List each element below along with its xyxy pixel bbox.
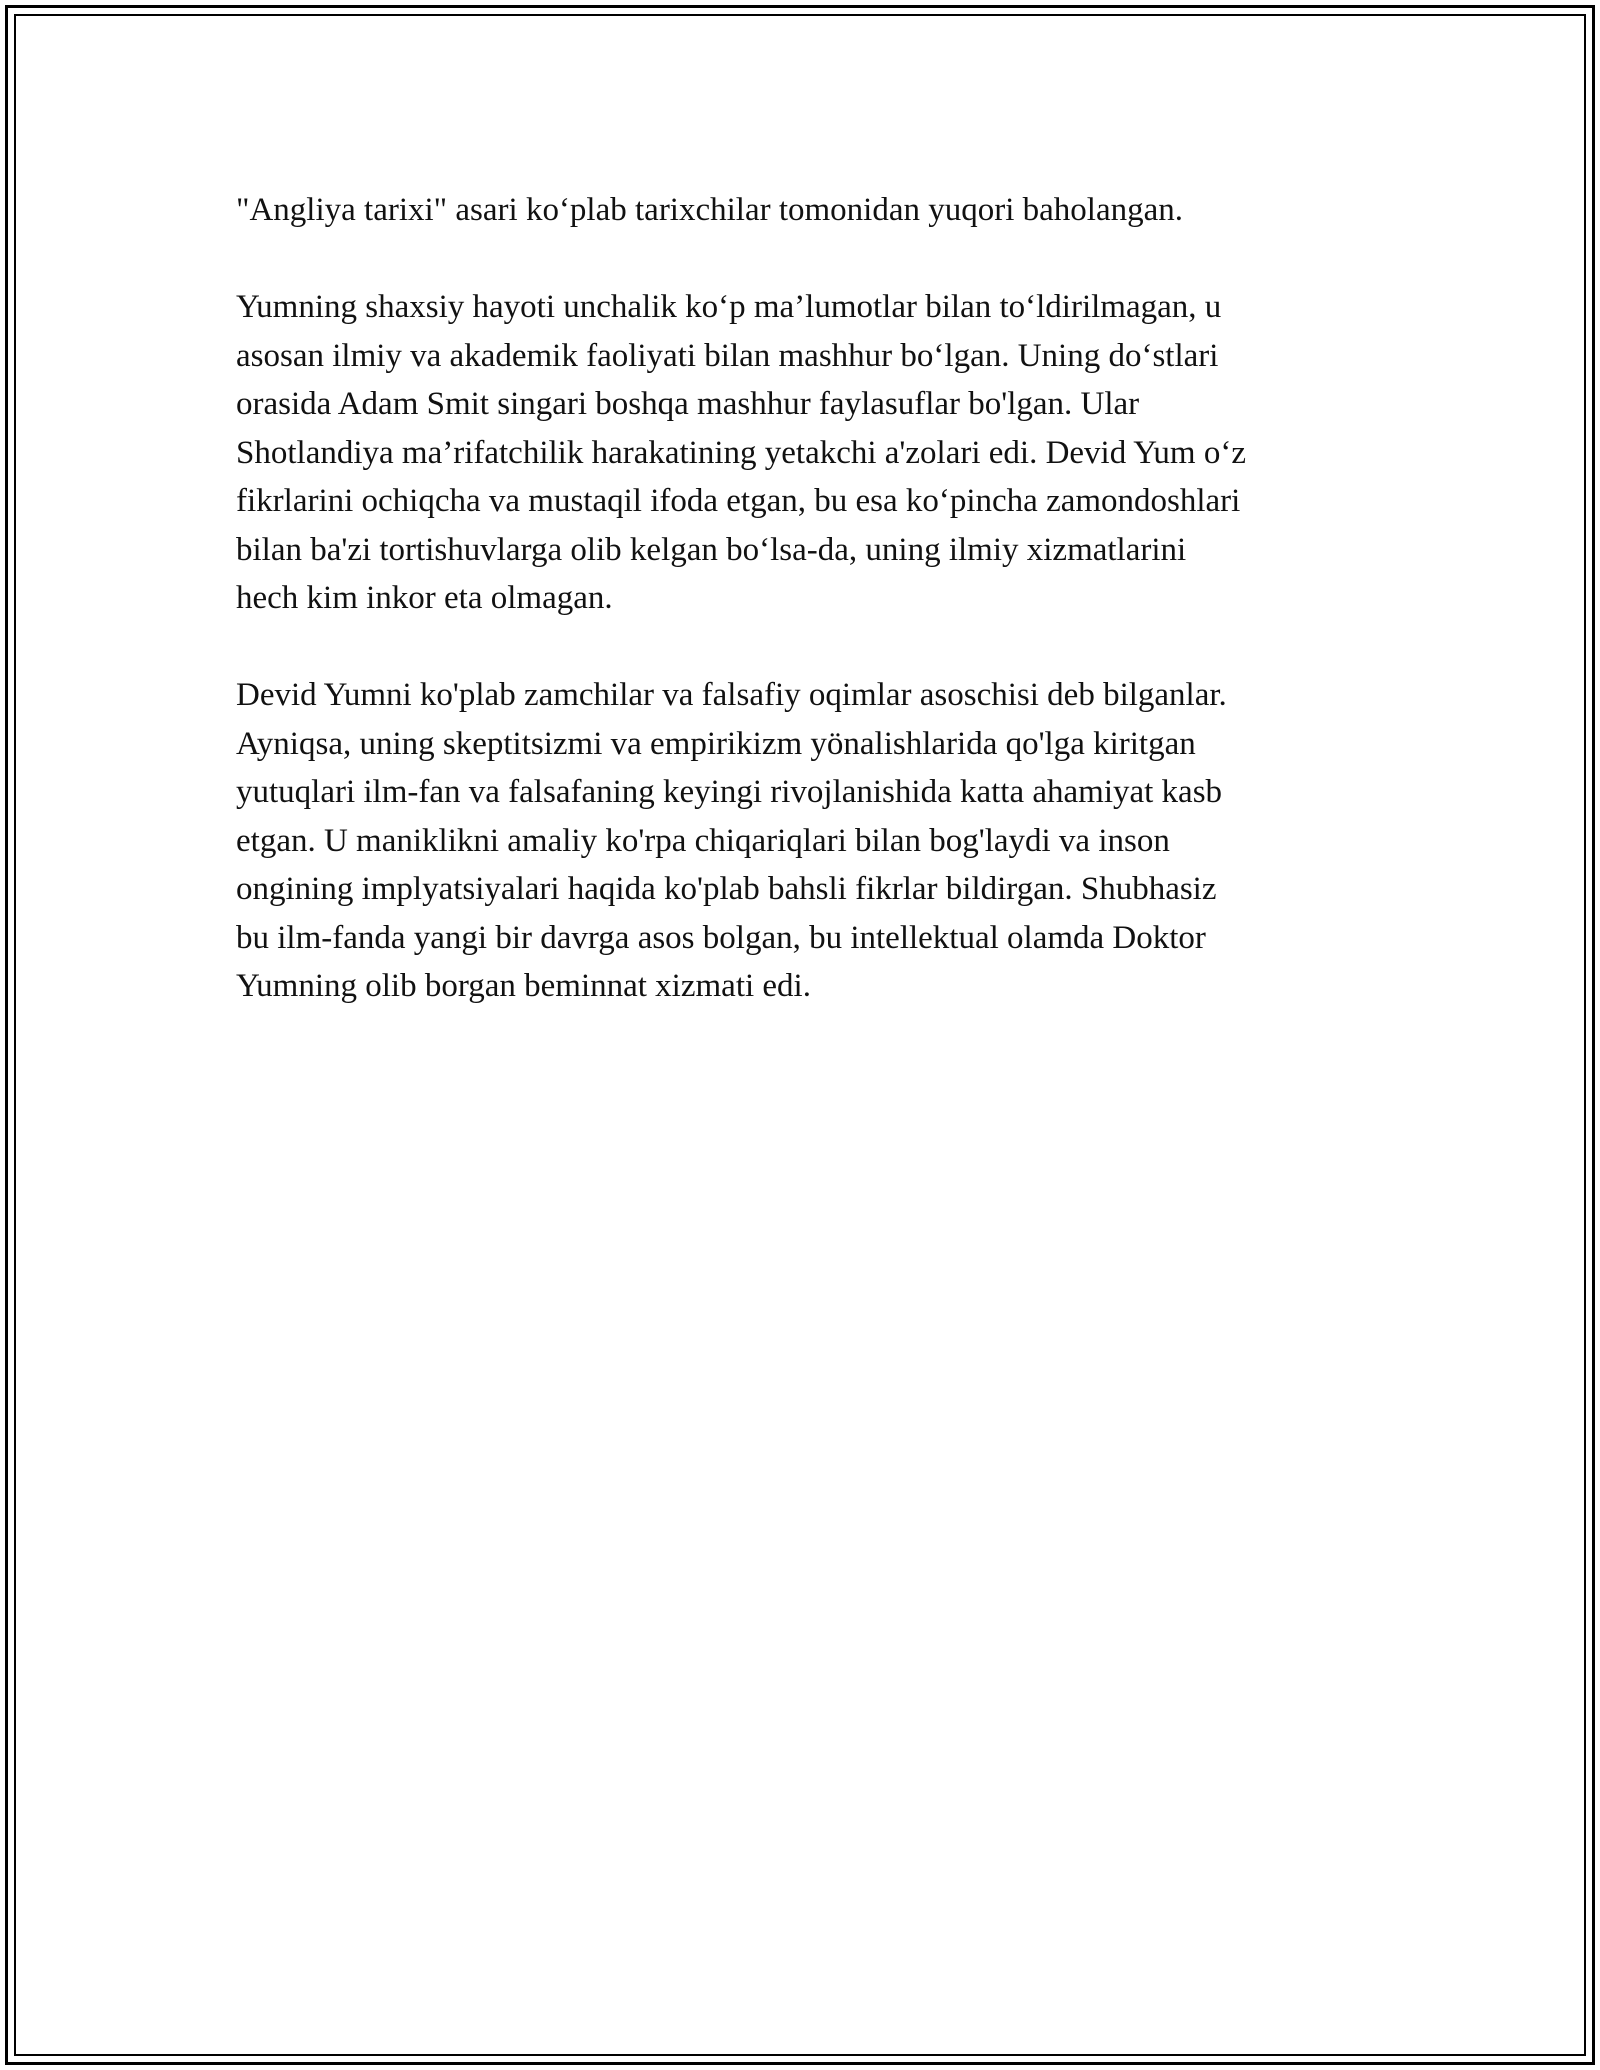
paragraph-3: Devid Yumni ko'plab zamchilar va falsafiy oqimlar asoschisi deb bilganlar. Ayniqsa, uning skeptitsizmi va empirikizm yönalishlarida qo'lga kiritgan yutuqlari ilm-fan va falsafaning keyingi rivojlanishida katta ahamiyat kasb etgan. U maniklikni amaliy ko'rpa chiqariqlari bilan bog'laydi va inson ongining implyatsiyalari haqida ko'plab bahsli fikrlar bildirgan. Shubhasiz bu ilm-fanda yangi bir davrga asos bolgan, bu intellektual olamda Doktor Yumning olib borgan beminnat xizmati edi. bbox=[236, 677, 1227, 1004]
paragraph-2: Yumning shaxsiy hayoti unchalik ko‘p ma’lumotlar bilan to‘ldirilmagan, u asosan ilmiy va akademik faoliyati bilan mashhur bo‘lgan. Uning do‘stlari orasida Adam Smit singari boshqa mashhur faylasuflar bo'lgan. Ular Shotlandiya ma’rifatchilik harakatining yetakchi a'zolari edi. Devid Yum o‘z fikrlarini ochiqcha va mustaqil ifoda etgan, bu esa ko‘pincha zamondoshlari bilan ba'zi tortishuvlarga olib kelgan bo‘lsa-da, uning ilmiy xizmatlarini hech kim inkor eta olmagan. bbox=[236, 289, 1246, 616]
document-body bbox=[236, 186, 1366, 1059]
paragraph-1: "Angliya tarixi" asari ko‘plab tarixchilar tomonidan yuqori baholangan. bbox=[236, 192, 1184, 228]
